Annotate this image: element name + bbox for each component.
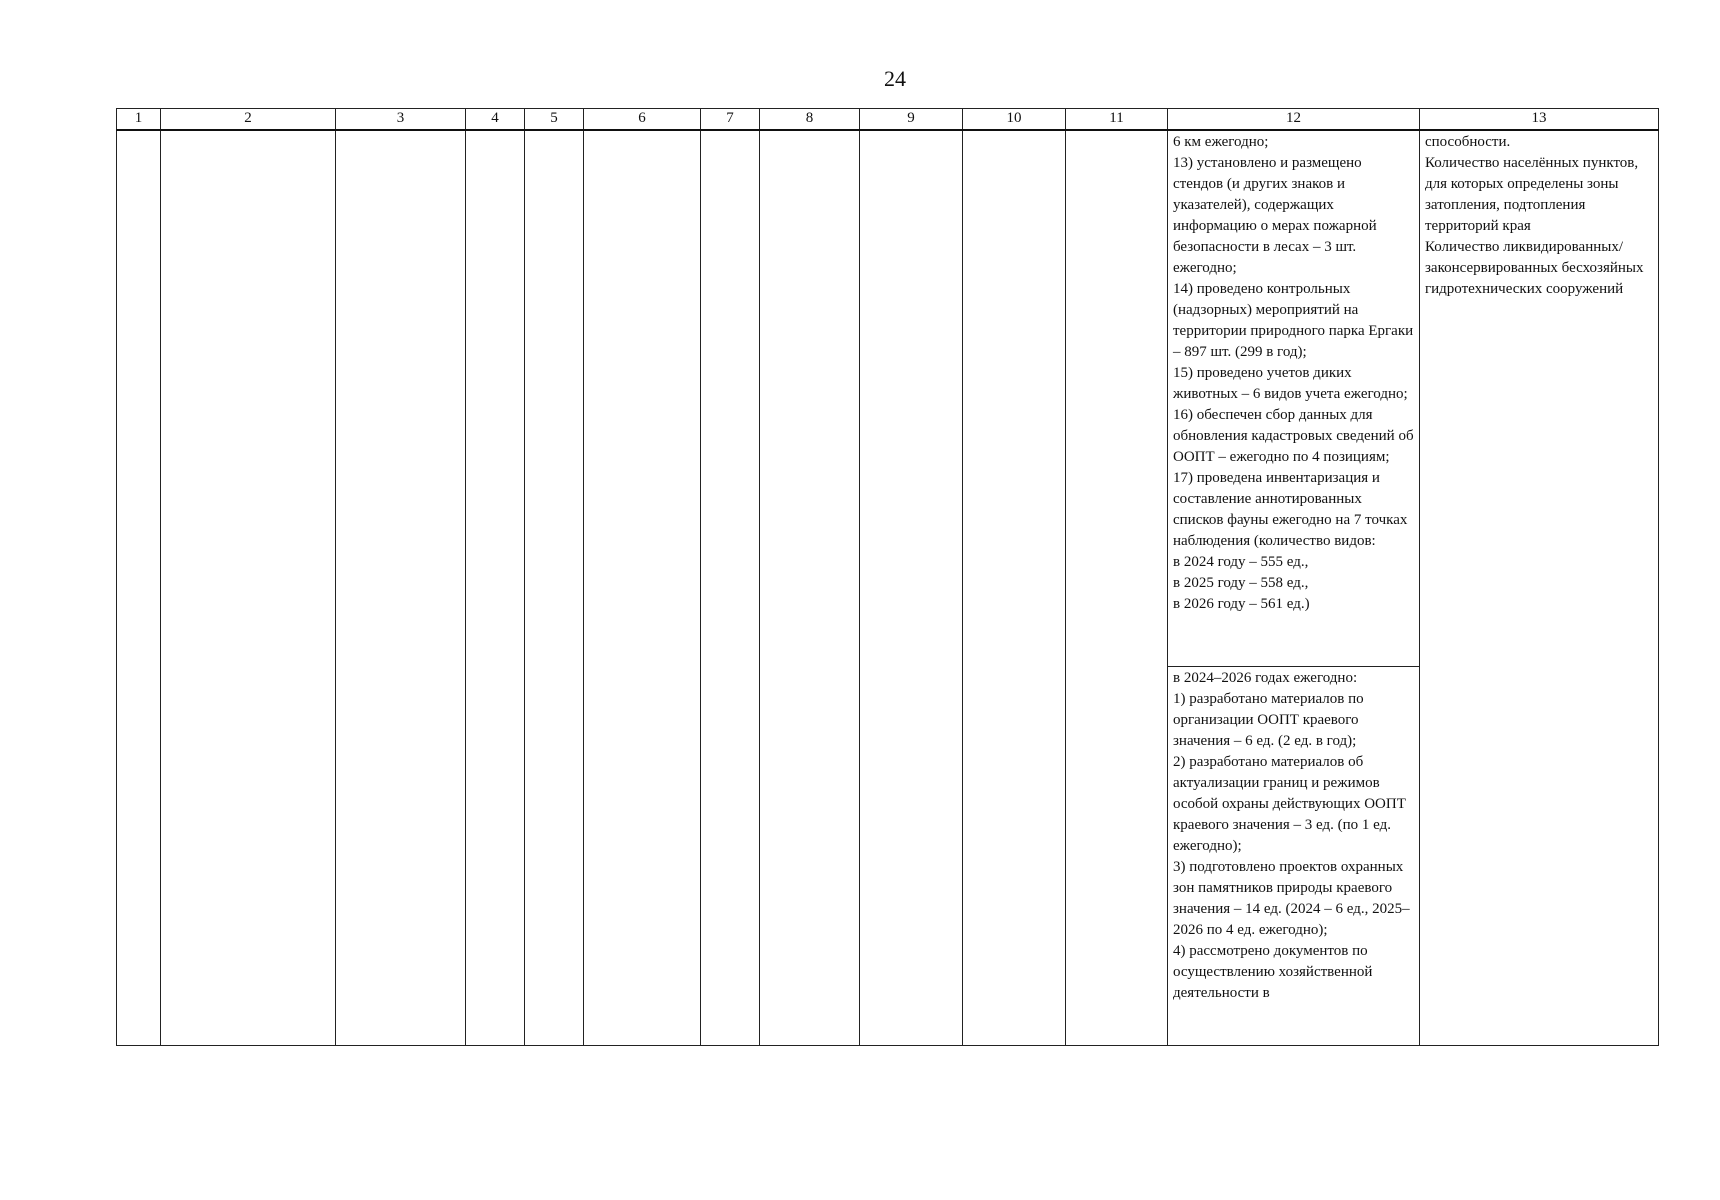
indicators-text: способности. Количество населённых пунктов, для которых определены зоны затопления, подтопления территорий края Количество ликвидированных/ законсервированных бесхозяйных гидротехнических сооружений [1425, 134, 1644, 297]
column-header-9: 9 [860, 109, 963, 131]
column-header-2: 2 [161, 109, 336, 131]
table-row [117, 130, 1659, 667]
cell-col-11 [1066, 130, 1168, 1046]
cell-col-12-block-1 [1168, 130, 1420, 667]
cell-col-8 [760, 130, 860, 1046]
data-table [116, 108, 1659, 1046]
cell-col-10 [963, 130, 1066, 1046]
header-row [117, 109, 1659, 131]
cell-col-5 [525, 130, 584, 1046]
column-header-10: 10 [963, 109, 1066, 131]
column-header-7: 7 [701, 109, 760, 131]
cell-col-4 [466, 130, 525, 1046]
cell-col-6 [584, 130, 701, 1046]
column-header-12: 12 [1168, 109, 1420, 131]
page-number: 24 [884, 66, 906, 91]
column-header-4: 4 [466, 109, 525, 131]
cell-col-2 [161, 130, 336, 1046]
cell-col-3 [336, 130, 466, 1046]
results-text-1: 6 км ежегодно; 13) установлено и размещено стендов (и других знаков и указателей), содержащих информацию о мерах пожарной безопасности в лесах – 3 шт. ежегодно; 14) проведено контрольных (надзорных) мероприятий на территории природного парка Ергаки – 897 шт. (299 в год); 15) проведено учетов диких животных – 6 видов учета ежегодно; 16) обеспечен сбор данных для обновления кадастровых сведений об ООПТ – ежегодно по 4 позициям; 17) проведена инвентаризация и составление аннотированных списков фауны ежегодно на 7 точках наблюдения (количество видов: в 2024 году – 555 ед., в 2025 году – 558 ед., в 2026 году – 561 ед.) [1173, 134, 1414, 612]
column-header-1: 1 [117, 109, 161, 131]
column-header-6: 6 [584, 109, 701, 131]
cell-col-9 [860, 130, 963, 1046]
cell-col-13 [1420, 130, 1659, 1046]
column-header-3: 3 [336, 109, 466, 131]
column-header-13: 13 [1420, 109, 1659, 131]
results-text-2: в 2024–2026 годах ежегодно: 1) разработано материалов по организации ООПТ краевого значения – 6 ед. (2 ед. в год); 2) разработано материалов об актуализации границ и режимов особой охраны действующих ООПТ краевого значения – 3 ед. (по 1 ед. ежегодно); 3) подготовлено проектов охранных зон памятников природы краевого значения – 14 ед. (2024 – 6 ед., 2025–2026 по 4 ед. ежегодно); 4) рассмотрено документов по осуществлению хозяйственной деятельности в [1173, 670, 1410, 1001]
cell-col-12-block-2 [1168, 667, 1420, 1046]
cell-col-1 [117, 130, 161, 1046]
column-header-8: 8 [760, 109, 860, 131]
column-header-11: 11 [1066, 109, 1168, 131]
cell-col-7 [701, 130, 760, 1046]
column-header-5: 5 [525, 109, 584, 131]
